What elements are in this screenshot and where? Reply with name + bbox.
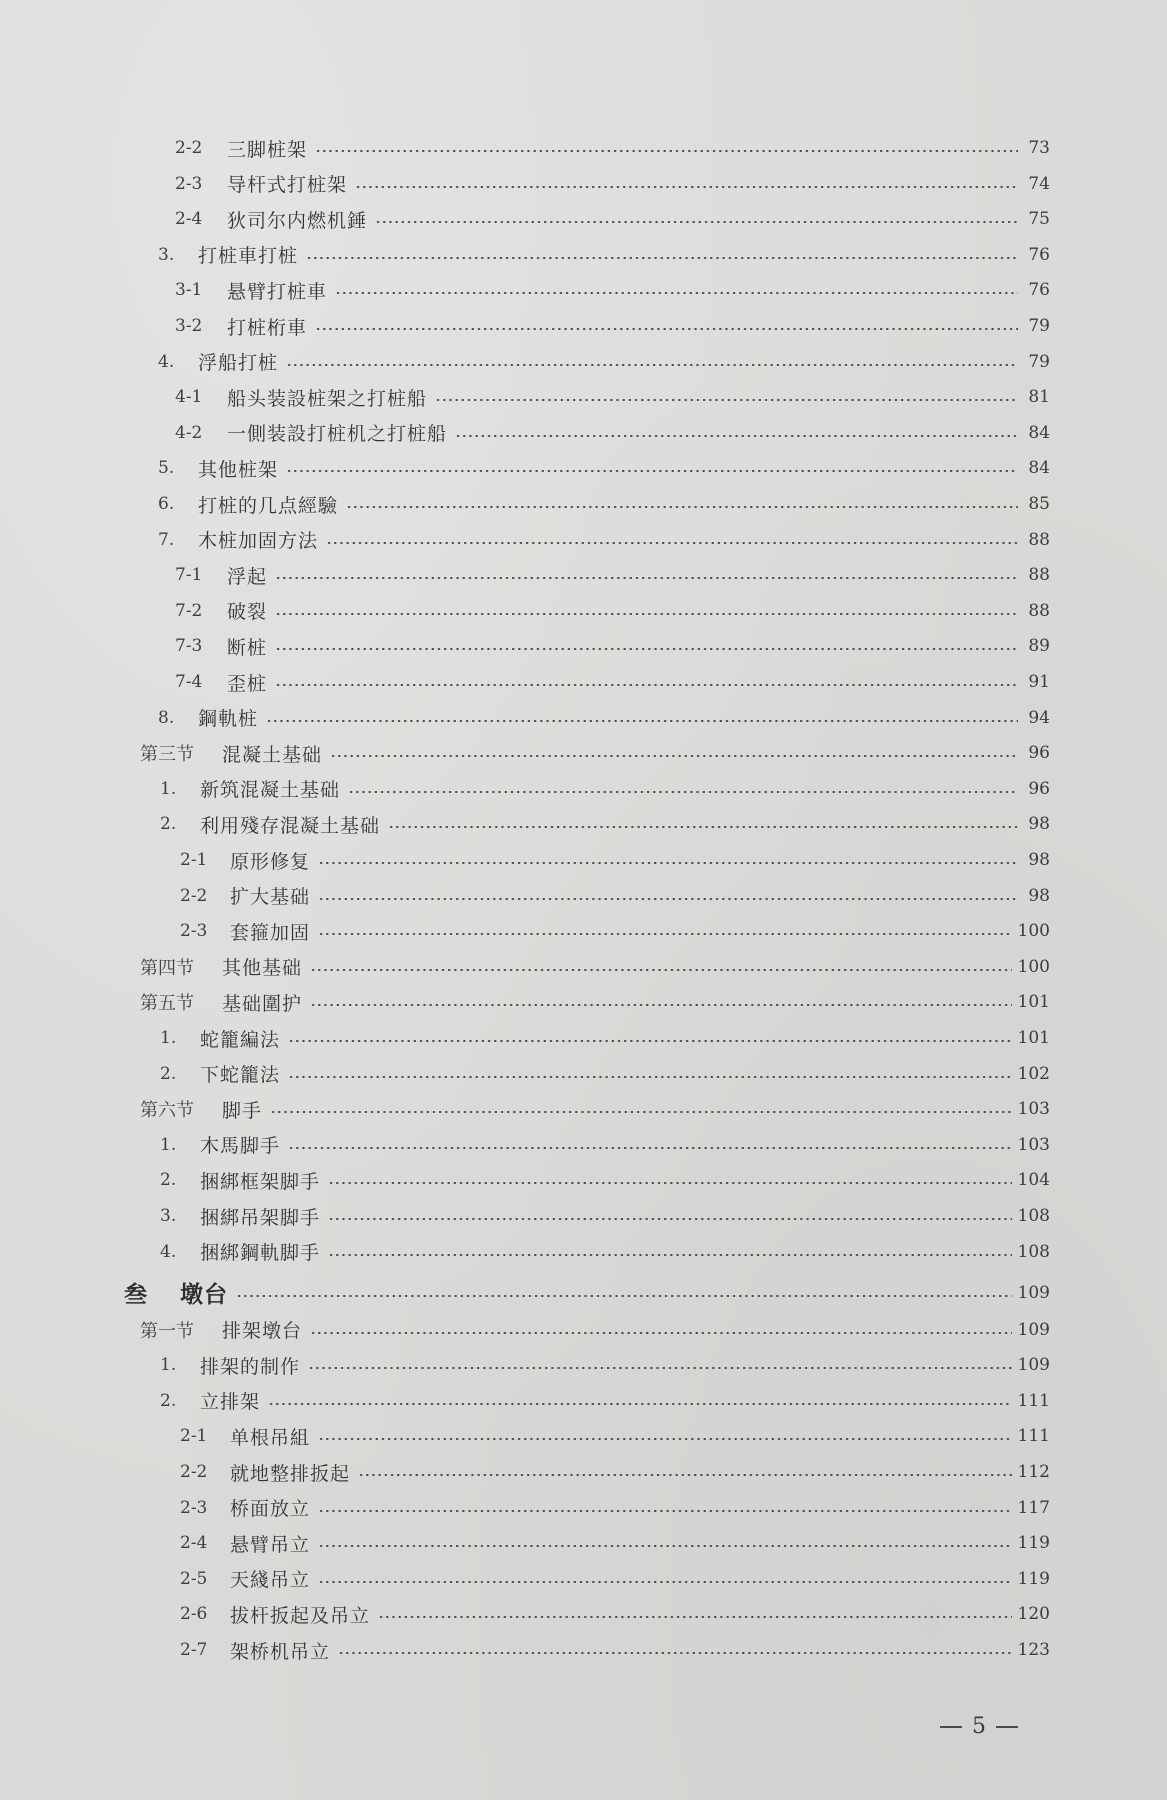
toc-entry-page-number: 81 [1028, 387, 1050, 408]
toc-entry[interactable] [180, 1632, 1050, 1668]
toc-entry[interactable] [175, 628, 1050, 664]
toc-entry[interactable] [158, 486, 1050, 522]
toc-entry-number: 4. [158, 351, 175, 372]
toc-entry-number: 第六节 [140, 1100, 194, 1122]
toc-entry[interactable] [158, 700, 1050, 736]
dot-leader [346, 506, 1018, 508]
toc-entry-number: 2. [160, 1063, 177, 1084]
dot-leader [288, 1040, 1012, 1042]
toc-row-sub2 [0, 1418, 1167, 1454]
toc-entry-page-number: 88 [1028, 529, 1050, 550]
toc-row-sub [0, 308, 1167, 344]
dot-leader [268, 1403, 1012, 1405]
toc-row-section [0, 735, 1167, 771]
toc-entry-page-number: 102 [1017, 1063, 1050, 1084]
dot-leader [318, 1510, 1012, 1512]
dot-leader [318, 1581, 1012, 1583]
toc-entry-number: 3-1 [175, 280, 203, 301]
dot-leader [318, 1545, 1012, 1547]
toc-entry-number: 2-7 [180, 1640, 208, 1660]
toc-entry-page-number: 76 [1028, 244, 1050, 265]
dot-leader [455, 435, 1018, 437]
toc-row-item2 [0, 1383, 1167, 1419]
toc-entry[interactable] [160, 1234, 1050, 1270]
toc-entry-title: 混凝土基础 [222, 743, 323, 766]
toc-row-sub [0, 557, 1167, 593]
toc-entry-title: 原形修复 [230, 850, 311, 873]
dot-leader [358, 1474, 1012, 1476]
toc-row-sub [0, 628, 1167, 664]
toc-entry-title: 狄司尔内燃机錘 [227, 209, 368, 232]
toc-entry[interactable] [160, 1127, 1050, 1163]
toc-entry-title: 利用殘存混凝土基础 [200, 814, 381, 837]
toc-entry-number: 1. [160, 1355, 177, 1376]
toc-entry-title: 捆綁鋼軌脚手 [200, 1242, 321, 1265]
toc-entry-number: 叁 [124, 1282, 147, 1309]
toc-row-sub2 [0, 913, 1167, 949]
toc-row-sub2 [0, 1632, 1167, 1668]
toc-row-sub [0, 664, 1167, 700]
dot-leader [328, 1254, 1012, 1256]
toc-row-item [0, 344, 1167, 380]
toc-row-item2 [0, 1162, 1167, 1198]
toc-entry-number: 2-2 [175, 138, 203, 158]
toc-entry[interactable] [140, 949, 1050, 985]
toc-entry-number: 第四节 [140, 957, 194, 979]
toc-entry-number: 3. [158, 244, 175, 265]
toc-entry-title: 悬臂吊立 [230, 1533, 311, 1556]
toc-entry-number: 2-3 [180, 921, 208, 942]
toc-entry-page-number: 103 [1017, 1134, 1050, 1155]
toc-entry-number: 2-2 [180, 885, 208, 906]
toc-entry-title: 天綫吊立 [230, 1569, 311, 1592]
toc-entry-page-number: 85 [1028, 494, 1050, 514]
toc-entry-number: 2-1 [180, 1426, 208, 1447]
toc-entry-title: 歪桩 [227, 672, 268, 695]
dot-leader [286, 364, 1018, 366]
toc-entry[interactable] [180, 1490, 1050, 1526]
toc-entry-title: 套箍加固 [230, 921, 311, 944]
dot-leader [435, 399, 1018, 401]
dot-leader [286, 470, 1018, 472]
toc-entry-title: 蛇籠編法 [200, 1028, 281, 1051]
toc-row-section [0, 949, 1167, 985]
toc-entry-page-number: 88 [1028, 600, 1050, 621]
toc-entry-page-number: 98 [1028, 885, 1050, 906]
toc-entry[interactable] [180, 913, 1050, 949]
toc-entry-page-number: 108 [1017, 1241, 1050, 1262]
toc-entry-title: 悬臂打桩車 [227, 280, 328, 303]
dot-leader [310, 969, 1012, 971]
toc-entry-page-number: 94 [1028, 707, 1050, 728]
toc-row-item2 [0, 771, 1167, 807]
toc-row-sub2 [0, 1490, 1167, 1526]
dot-leader [318, 933, 1012, 935]
toc-entry[interactable] [160, 1056, 1050, 1092]
toc-entry-number: 1. [160, 778, 177, 799]
toc-entry-page-number: 84 [1028, 458, 1050, 479]
toc-entry[interactable] [175, 130, 1050, 166]
toc-row-sub2 [0, 1454, 1167, 1490]
toc-row-sub [0, 166, 1167, 202]
toc-row-sub2 [0, 1596, 1167, 1632]
toc-entry[interactable] [160, 1383, 1050, 1419]
toc-entry-page-number: 96 [1028, 778, 1050, 799]
toc-entry-title: 打桩車打桩 [198, 245, 299, 268]
toc-entry-page-number: 111 [1017, 1426, 1050, 1447]
dot-leader [318, 1438, 1012, 1440]
dot-leader [288, 1076, 1012, 1078]
toc-entry-number: 第一节 [140, 1320, 194, 1342]
toc-entry-page-number: 74 [1028, 173, 1050, 194]
toc-entry-title: 排架墩台 [222, 1320, 303, 1343]
dot-leader [288, 1147, 1012, 1149]
dot-leader [236, 1295, 1012, 1297]
toc-row-item [0, 700, 1167, 736]
toc-entry-page-number: 84 [1028, 422, 1050, 443]
toc-entry-number: 5. [158, 458, 175, 479]
toc-row-item2 [0, 1198, 1167, 1234]
toc-entry[interactable] [160, 1198, 1050, 1234]
toc-entry[interactable] [180, 1454, 1050, 1490]
toc-entry[interactable] [140, 1091, 1050, 1127]
toc-entry-title: 断桩 [227, 636, 268, 659]
toc-entry-page-number: 73 [1028, 138, 1050, 158]
toc-entry-title: 桥面放立 [230, 1498, 311, 1521]
toc-entry[interactable] [180, 1596, 1050, 1632]
toc-row-sub [0, 130, 1167, 166]
toc-entry-number: 第五节 [140, 993, 194, 1015]
toc-entry-number: 7-1 [175, 565, 203, 586]
toc-row-sub2 [0, 1561, 1167, 1597]
toc-entry-page-number: 103 [1017, 1099, 1050, 1120]
toc-row-item2 [0, 806, 1167, 842]
toc-entry[interactable] [160, 806, 1050, 842]
toc-entry-page-number: 109 [1017, 1282, 1050, 1303]
toc-entry-title: 船头装設桩架之打桩船 [227, 387, 428, 410]
toc-entry[interactable] [140, 984, 1050, 1020]
dot-leader [306, 257, 1018, 259]
toc-entry[interactable] [175, 201, 1050, 237]
toc-entry-number: 3-2 [175, 316, 203, 336]
toc-entry-page-number: 117 [1017, 1497, 1050, 1518]
toc-entry-title: 架桥机吊立 [230, 1640, 331, 1663]
toc-entry-number: 6. [158, 494, 175, 514]
toc-entry-title: 浮船打桩 [198, 352, 279, 375]
dot-leader [328, 1182, 1012, 1184]
toc-entry-title: 基础圍护 [222, 992, 303, 1015]
toc-row-section [0, 984, 1167, 1020]
toc-entry-number: 2. [160, 1170, 177, 1191]
toc-entry-page-number: 119 [1017, 1533, 1050, 1554]
dot-leader [378, 1616, 1012, 1618]
toc-entry[interactable] [158, 344, 1050, 380]
toc-entry[interactable] [175, 557, 1050, 593]
toc-row-sub2 [0, 878, 1167, 914]
toc-entry-page-number: 111 [1017, 1390, 1050, 1411]
dot-leader [315, 328, 1018, 330]
toc-row-item [0, 522, 1167, 558]
toc-entry-page-number: 96 [1028, 743, 1050, 764]
toc-entry-title: 拔杆扳起及吊立 [230, 1604, 371, 1627]
toc-entry-page-number: 101 [1017, 992, 1050, 1013]
toc-entry[interactable] [160, 1162, 1050, 1198]
dot-leader [330, 755, 1018, 757]
dot-leader [318, 898, 1018, 900]
toc-entry-number: 7-3 [175, 636, 203, 657]
toc-entry[interactable] [140, 735, 1050, 771]
toc-entry-title: 排架的制作 [200, 1355, 301, 1378]
toc-entry-page-number: 119 [1017, 1568, 1050, 1589]
toc-entry-number: 2-3 [180, 1497, 208, 1518]
dot-leader [270, 1111, 1012, 1113]
toc-entry-page-number: 109 [1017, 1319, 1050, 1340]
toc-entry-number: 2-4 [180, 1533, 208, 1554]
toc-entry-number: 7. [158, 529, 175, 550]
toc-entry[interactable] [175, 593, 1050, 629]
dot-leader [310, 1004, 1012, 1006]
toc-entry-number: 2-5 [180, 1568, 208, 1589]
dot-leader [275, 613, 1018, 615]
toc-entry-page-number: 98 [1028, 814, 1050, 835]
toc-entry-number: 2-1 [180, 850, 208, 870]
toc-row-sub [0, 415, 1167, 451]
toc-entry[interactable] [175, 415, 1050, 451]
toc-entry[interactable] [158, 522, 1050, 558]
toc-entry[interactable] [158, 237, 1050, 273]
dot-leader [375, 221, 1018, 223]
toc-entry-page-number: 79 [1028, 316, 1050, 336]
toc-entry-page-number: 112 [1017, 1462, 1050, 1482]
toc-entry-title: 脚手 [222, 1099, 263, 1122]
dot-leader [388, 826, 1018, 828]
toc-entry-number: 2. [160, 1390, 177, 1411]
toc-entry-number: 2-4 [175, 209, 203, 230]
toc-entry[interactable] [180, 842, 1050, 878]
toc-entry[interactable] [180, 1525, 1050, 1561]
toc-entry-number: 4-1 [175, 387, 203, 408]
toc-entry-page-number: 79 [1028, 351, 1050, 372]
toc-entry-number: 4. [160, 1241, 177, 1262]
dot-leader [326, 542, 1018, 544]
toc-entry-page-number: 98 [1028, 850, 1050, 870]
toc-row-item [0, 450, 1167, 486]
dot-leader [275, 648, 1018, 650]
toc-row-sub2 [0, 842, 1167, 878]
toc-row-section [0, 1091, 1167, 1127]
toc-entry[interactable] [124, 1275, 1050, 1311]
toc-entry[interactable] [180, 1418, 1050, 1454]
toc-entry-title: 单根吊組 [230, 1426, 311, 1449]
toc-entry-title: 浮起 [227, 565, 268, 588]
dot-leader [315, 150, 1018, 152]
toc-entry-title: 破裂 [227, 601, 268, 624]
dot-leader [275, 684, 1018, 686]
toc-entry[interactable] [175, 272, 1050, 308]
toc-entry[interactable] [175, 166, 1050, 202]
dot-leader [328, 1218, 1012, 1220]
toc-row-sub2 [0, 1525, 1167, 1561]
toc-entry[interactable] [175, 379, 1050, 415]
toc-entry[interactable] [160, 1020, 1050, 1056]
toc-entry-title: 立排架 [200, 1391, 261, 1414]
toc-entry-title: 三脚桩架 [227, 138, 308, 161]
toc-entry-number: 3. [160, 1206, 177, 1226]
toc-entry[interactable] [160, 1347, 1050, 1383]
toc-row-sub [0, 593, 1167, 629]
toc-entry-number: 8. [158, 707, 175, 728]
toc-entry-page-number: 75 [1028, 209, 1050, 230]
dot-leader [335, 292, 1018, 294]
toc-entry-page-number: 89 [1028, 636, 1050, 657]
toc-entry-title: 就地整排扳起 [230, 1462, 351, 1485]
footer-dash-left [940, 1726, 962, 1728]
dot-leader [318, 862, 1018, 864]
toc-entry-number: 2-6 [180, 1604, 208, 1625]
toc-entry-title: 鋼軌桩 [198, 708, 259, 731]
toc-entry-page-number: 120 [1017, 1604, 1050, 1625]
toc-entry[interactable] [175, 308, 1050, 344]
toc-entry-number: 1. [160, 1028, 177, 1048]
dot-leader [266, 720, 1018, 722]
toc-entry-title: 墩台 [180, 1282, 228, 1309]
toc-entry[interactable] [180, 878, 1050, 914]
toc-row-chapter [0, 1275, 1167, 1311]
toc-entry-number: 2-2 [180, 1462, 208, 1482]
toc-entry-title: 下蛇籠法 [200, 1064, 281, 1087]
toc-entry-number: 7-4 [175, 672, 203, 692]
toc-entry-title: 打桩的几点經驗 [198, 494, 339, 517]
toc-row-item2 [0, 1127, 1167, 1163]
toc-entry-page-number: 91 [1028, 672, 1050, 692]
toc-row-sub [0, 379, 1167, 415]
toc-row-item2 [0, 1056, 1167, 1092]
toc-entry-number: 7-2 [175, 600, 203, 621]
toc-entry-number: 2-3 [175, 173, 203, 194]
toc-entry-number: 4-2 [175, 422, 203, 443]
toc-row-item2 [0, 1020, 1167, 1056]
toc-entry[interactable] [158, 450, 1050, 486]
toc-entry-title: 新筑混凝土基础 [200, 779, 341, 802]
dot-leader [308, 1367, 1012, 1369]
toc-entry-page-number: 104 [1017, 1170, 1050, 1191]
dot-leader [275, 577, 1018, 579]
page-footer [940, 1714, 1018, 1739]
toc-entry-title: 打桩桁車 [227, 316, 308, 339]
toc-entry-title: 一側装設打桩机之打桩船 [227, 423, 448, 446]
footer-page-number: 5 [972, 1714, 986, 1739]
toc-row-item2 [0, 1347, 1167, 1383]
dot-leader [310, 1332, 1012, 1334]
toc-entry-title: 扩大基础 [230, 886, 311, 909]
toc-entry-number: 第三节 [140, 744, 194, 766]
toc-entry-page-number: 100 [1017, 956, 1050, 977]
toc-entry-title: 捆綁吊架脚手 [200, 1206, 321, 1229]
toc-entry-page-number: 76 [1028, 280, 1050, 301]
toc-entry-page-number: 101 [1017, 1028, 1050, 1048]
toc-entry-title: 导杆式打桩架 [227, 174, 348, 197]
toc-entry-page-number: 88 [1028, 565, 1050, 586]
toc-entry-title: 木馬脚手 [200, 1135, 281, 1158]
toc-row-item2 [0, 1234, 1167, 1270]
toc-entry-page-number: 100 [1017, 921, 1050, 942]
toc-entry-page-number: 123 [1017, 1640, 1050, 1660]
toc-entry-page-number: 109 [1017, 1355, 1050, 1376]
toc-entry[interactable] [180, 1561, 1050, 1597]
toc-row-item [0, 486, 1167, 522]
dot-leader [338, 1652, 1012, 1654]
toc-entry-title: 其他桩架 [198, 458, 279, 481]
toc-entry-title: 木桩加固方法 [198, 530, 319, 553]
toc-entry-page-number: 108 [1017, 1206, 1050, 1226]
toc-entry-title: 其他基础 [222, 957, 303, 980]
toc-entry[interactable] [160, 771, 1050, 807]
toc-row-sub [0, 272, 1167, 308]
toc-entry-number: 2. [160, 814, 177, 835]
footer-dash-right [996, 1726, 1018, 1728]
dot-leader [348, 791, 1018, 793]
toc-row-section [0, 1312, 1167, 1348]
toc-entry[interactable] [140, 1312, 1050, 1348]
toc-entry[interactable] [175, 664, 1050, 700]
toc-row-sub [0, 201, 1167, 237]
toc-entry-number: 1. [160, 1134, 177, 1155]
toc-row-item [0, 237, 1167, 273]
dot-leader [355, 186, 1018, 188]
toc-entry-title: 捆綁框架脚手 [200, 1170, 321, 1193]
